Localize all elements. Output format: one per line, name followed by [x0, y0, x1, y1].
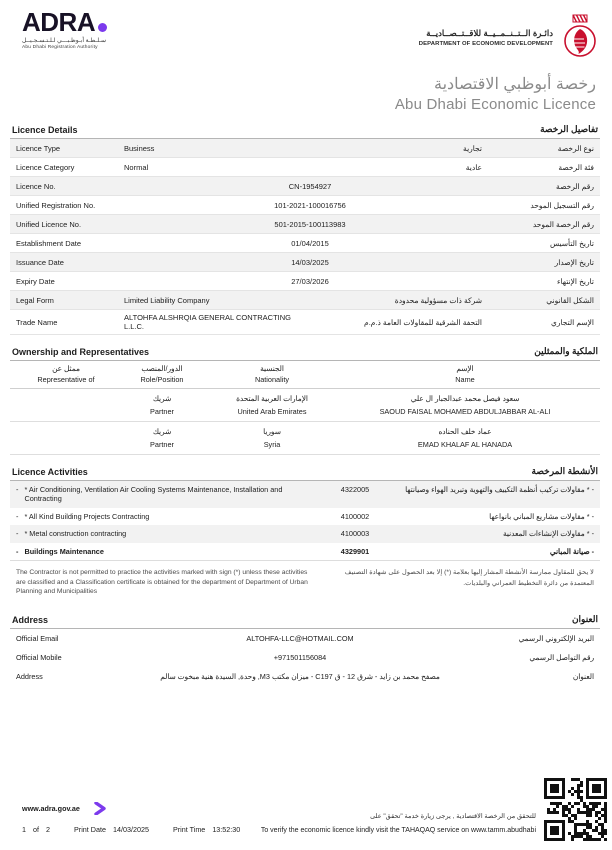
row-value-en: Normal: [124, 162, 149, 172]
row-label-en: Unified Registration No.: [16, 200, 96, 210]
cell-en: Partner: [150, 440, 174, 449]
activity-ar-text: * مقاولات الإنشاءات المعدنية: [502, 529, 590, 539]
adra-dot-icon: [98, 23, 107, 32]
column-header-en: Role/Position: [140, 375, 184, 384]
row-value: 27/03/2026: [291, 276, 329, 286]
licence-details-heading-en: Licence Details: [12, 125, 78, 135]
adra-wordmark-text: ADRA: [22, 7, 96, 37]
column-header-ar: الجنسية: [260, 364, 284, 373]
document-header: [0, 0, 612, 60]
verify-text-ar: للتحقق من الرخصة الاقتصادية , يرجى زيارة خدمة "تحقق" على: [370, 813, 536, 820]
row-label-en: Official Mobile: [16, 652, 62, 662]
section-licence-details-heading: [10, 122, 600, 139]
row-value-en: ALTOHFA ALSHRQIA GENERAL CONTRACTING L.L.C.: [124, 313, 291, 331]
row-value-ar: التحفة الشرقية للمقاولات العامة ذ.م.م: [364, 317, 482, 327]
bullet: -: [16, 546, 19, 556]
address-heading-ar: العنوان: [571, 613, 598, 624]
table-row: [10, 215, 600, 234]
activity-code: 4322005: [340, 485, 370, 494]
table-row: [10, 481, 600, 508]
bullet: -: [591, 529, 594, 539]
adra-subtitle-arabic: سـلـطـة أبـوظـبـــي لـلـتـسـجـيــل: [22, 37, 107, 44]
table-row: [10, 543, 600, 560]
row-label-en: Trade Name: [16, 317, 58, 327]
row-value-ar: تجارية: [463, 143, 482, 153]
activity-text-ar: [394, 547, 594, 556]
bullet: -: [591, 511, 594, 521]
table-row: [10, 667, 600, 686]
row-label-ar: الإسم التجاري: [551, 317, 594, 327]
row-label-en: Official Email: [16, 633, 59, 643]
cell-en: SAOUD FAISAL MOHAMED ABDULJABBAR AL-ALI: [379, 407, 551, 416]
row-value-ar: شركة ذات مسؤولية محدودة: [394, 295, 482, 305]
print-time-label: Print Time: [172, 825, 206, 834]
row-value-ar: عادية: [465, 162, 482, 172]
activities-heading-ar: الأنشطة المرخصة: [531, 466, 598, 476]
official-email-value: ALTOHFA-LLC@HOTMAIL.COM: [246, 633, 354, 643]
cell-ar: سوريا: [263, 427, 281, 436]
cell-representative-of: [16, 394, 116, 416]
row-label-ar: رقم التواصل الرسمي: [529, 652, 594, 662]
address-table: [10, 629, 600, 686]
row-label-ar: الشكل القانوني: [546, 295, 594, 305]
ded-logo-text: [419, 28, 553, 47]
footer-verify: [261, 812, 536, 834]
row-label-en: Establishment Date: [16, 238, 82, 248]
document-body: [10, 122, 600, 686]
abu-dhabi-emblem-icon: [560, 14, 600, 60]
activity-text-en: * All Kind Building Projects Contracting: [24, 511, 150, 521]
activity-code: 4329901: [340, 546, 370, 556]
verify-text-en: To verify the economic licence kindly visit the TAHAQAQ service on www.tamm.abudhabi: [260, 827, 536, 834]
bullet: -: [591, 546, 594, 556]
cell-nationality: [208, 394, 336, 416]
cell-en: United Arab Emirates: [237, 407, 307, 416]
footer-website-row: [22, 802, 247, 815]
activity-ar-text: صيانة المباني: [549, 546, 590, 556]
footer-print-info: [22, 825, 247, 834]
row-label-en: Licence No.: [16, 181, 56, 191]
cell-ar: سعود فيصل محمد عبدالجبار ال علي: [410, 394, 520, 403]
activity-text-en: * Air Conditioning, Ventilation Air Cooling Systems Maintenance, Installation and Contracting: [24, 485, 283, 504]
disclaimer-ar: لا يحق للمقاول ممارسة الأنشطة المشار إليها بعلامة (*) إلا بعد الحصول على شهادة التصنيف المعتمدة من دائرة التخطيط العمراني والبلديات.: [344, 569, 594, 587]
row-value: 01/04/2015: [291, 238, 329, 248]
column-header-en: Name: [455, 375, 475, 384]
row-label-ar: تاريخ الإصدار: [554, 257, 594, 267]
print-date-value: 14/03/2025: [112, 825, 149, 834]
table-row: [10, 158, 600, 177]
chevron-right-icon: [94, 802, 108, 815]
print-time-value: 13:52:30: [212, 825, 241, 834]
cell-name: [336, 427, 594, 449]
cell-name: [336, 394, 594, 416]
activity-text-en: * Metal construction contracting: [24, 529, 127, 539]
column-header-nationality: [208, 364, 336, 384]
website-link[interactable]: www.adra.gov.ae: [22, 804, 80, 813]
cell-representative-of: [16, 427, 116, 449]
page-number-of: of: [33, 825, 39, 834]
activity-code: 4100002: [340, 511, 370, 521]
column-header-ar: الدور/المنصب: [141, 364, 183, 373]
adra-logo: [22, 7, 122, 50]
cell-en: Syria: [263, 440, 281, 449]
table-row: [10, 234, 600, 253]
address-value: مصفح محمد بن زايد - شرق 12 - ق C197 - ميزان مكتب M3, وحدة, السيدة هنية مبخوت سالم: [160, 671, 440, 681]
ded-logo: [419, 14, 600, 60]
activity-text-ar: [394, 529, 594, 538]
activity-code: 4100003: [340, 529, 370, 539]
print-date-label: Print Date: [74, 825, 106, 834]
ownership-table: [10, 361, 600, 455]
table-row: [10, 310, 600, 335]
cell-ar: عماد خلف الحناده: [438, 427, 492, 436]
table-row: [10, 253, 600, 272]
row-label-en: Expiry Date: [16, 276, 55, 286]
activities-disclaimer: [10, 561, 600, 602]
row-label-ar: تاريخ التأسيس: [549, 238, 594, 248]
ownership-heading-en: Ownership and Representatives: [12, 347, 150, 357]
row-label-en: Legal Form: [16, 295, 54, 305]
column-header-role: [116, 364, 208, 384]
row-label-ar: البريد الإلكتروني الرسمي: [518, 633, 594, 643]
activity-text-ar: [394, 512, 594, 521]
row-label-en: Issuance Date: [16, 257, 64, 267]
table-row: [10, 648, 600, 667]
activity-ar-text: * مقاولات مشاريع المباني بانواعها: [489, 511, 590, 521]
row-label-ar: نوع الرخصة: [557, 143, 594, 153]
row-label-en: Address: [16, 671, 43, 681]
row-label-ar: رقم الرخصة: [556, 181, 594, 191]
disclaimer-en: The Contractor is not permitted to practice the activities marked with sign (*) unless these activities are classified and a Classification certificate is obtained for the department of Department of Urban Planning and Municipalities: [16, 569, 308, 596]
bullet: -: [16, 511, 19, 521]
section-address-heading: [10, 612, 600, 629]
table-row: [10, 177, 600, 196]
row-value-en: Limited Liability Company: [124, 295, 210, 305]
official-mobile-value: +971501156084: [273, 652, 327, 662]
cell-ar: شريك: [152, 427, 172, 436]
bullet: -: [16, 485, 19, 494]
cell-en: Partner: [150, 407, 174, 416]
page-number-current: 1: [22, 825, 26, 834]
activity-en: [16, 547, 316, 556]
bullet: -: [16, 529, 19, 539]
cell-role: [116, 394, 208, 416]
activities-heading-en: Licence Activities: [12, 467, 88, 477]
licence-details-heading-ar: تفاصيل الرخصة: [540, 124, 598, 134]
cell-ar: شريك: [152, 394, 172, 403]
adra-subtitle-english: Abu Dhabi Registration Authority: [22, 44, 98, 50]
cell-ar: الإمارات العربية المتحدة: [236, 394, 308, 403]
row-label-ar: العنوان: [572, 671, 594, 681]
row-label-ar: رقم التسجيل الموحد: [530, 200, 594, 210]
address-heading-en: Address: [12, 614, 49, 625]
cell-nationality: [208, 427, 336, 449]
column-header-ar: الإسم: [456, 364, 474, 373]
table-row: [10, 629, 600, 648]
bullet: -: [591, 485, 594, 494]
document-title: [0, 74, 612, 113]
column-header-ar: ممثل عن: [52, 364, 80, 373]
row-label-en: Licence Type: [16, 143, 61, 153]
column-header-representative-of: [16, 364, 116, 384]
row-label-ar: تاريخ الإنتهاء: [557, 276, 594, 286]
column-header-name: [336, 364, 594, 384]
table-row: [10, 525, 600, 542]
column-header-en: Representative of: [37, 375, 95, 384]
ownership-table-header: [10, 361, 600, 389]
cell-en: EMAD KHALAF AL HANADA: [417, 440, 513, 449]
table-row: [10, 422, 600, 455]
adra-wordmark: [22, 7, 122, 37]
column-header-en: Nationality: [254, 375, 290, 384]
ownership-heading-ar: الملكية والممثلين: [534, 346, 598, 356]
footer-left: [22, 802, 247, 834]
row-label-ar: فئة الرخصة: [558, 162, 594, 172]
licence-details-table: [10, 139, 600, 335]
row-value: 14/03/2025: [291, 257, 329, 267]
section-activities-heading: [10, 464, 600, 481]
activities-table: [10, 481, 600, 561]
title-english: Abu Dhabi Economic Licence: [394, 96, 596, 113]
table-row: [10, 291, 600, 310]
table-row: [10, 196, 600, 215]
section-ownership-heading: [10, 344, 600, 361]
page-number-total: 2: [46, 825, 50, 834]
activity-en: [16, 512, 316, 521]
activity-ar-text: * مقاولات تركيب أنظمة التكييف والتهوية وتبريد الهواء وصيانتها: [405, 485, 590, 494]
table-row: [10, 272, 600, 291]
row-value: 101-2021-100016756: [274, 200, 346, 210]
table-row: [10, 139, 600, 158]
row-label-en: Licence Category: [16, 162, 75, 172]
row-value: CN-1954927: [288, 181, 332, 191]
row-value: 501-2015-100113983: [274, 219, 346, 229]
row-label-en: Unified Licence No.: [16, 219, 82, 229]
activity-text-ar: [394, 485, 594, 494]
title-arabic: رخصة أبوظبي الاقتصادية: [434, 76, 596, 93]
qr-code: [544, 778, 607, 841]
activity-en: [16, 529, 316, 538]
table-row: [10, 508, 600, 525]
ded-name-arabic: دائـرة الــتــنــمــيــة للاقــتــصــاديــة: [426, 27, 553, 38]
ded-name-english: DEPARTMENT OF ECONOMIC DEVELOPMENT: [418, 40, 553, 47]
row-value-en: Business: [124, 143, 155, 153]
activity-text-en: Buildings Maintenance: [24, 546, 104, 556]
table-row: [10, 389, 600, 422]
row-label-ar: رقم الرخصة الموحد: [532, 219, 594, 229]
activity-en: [16, 485, 316, 504]
cell-role: [116, 427, 208, 449]
